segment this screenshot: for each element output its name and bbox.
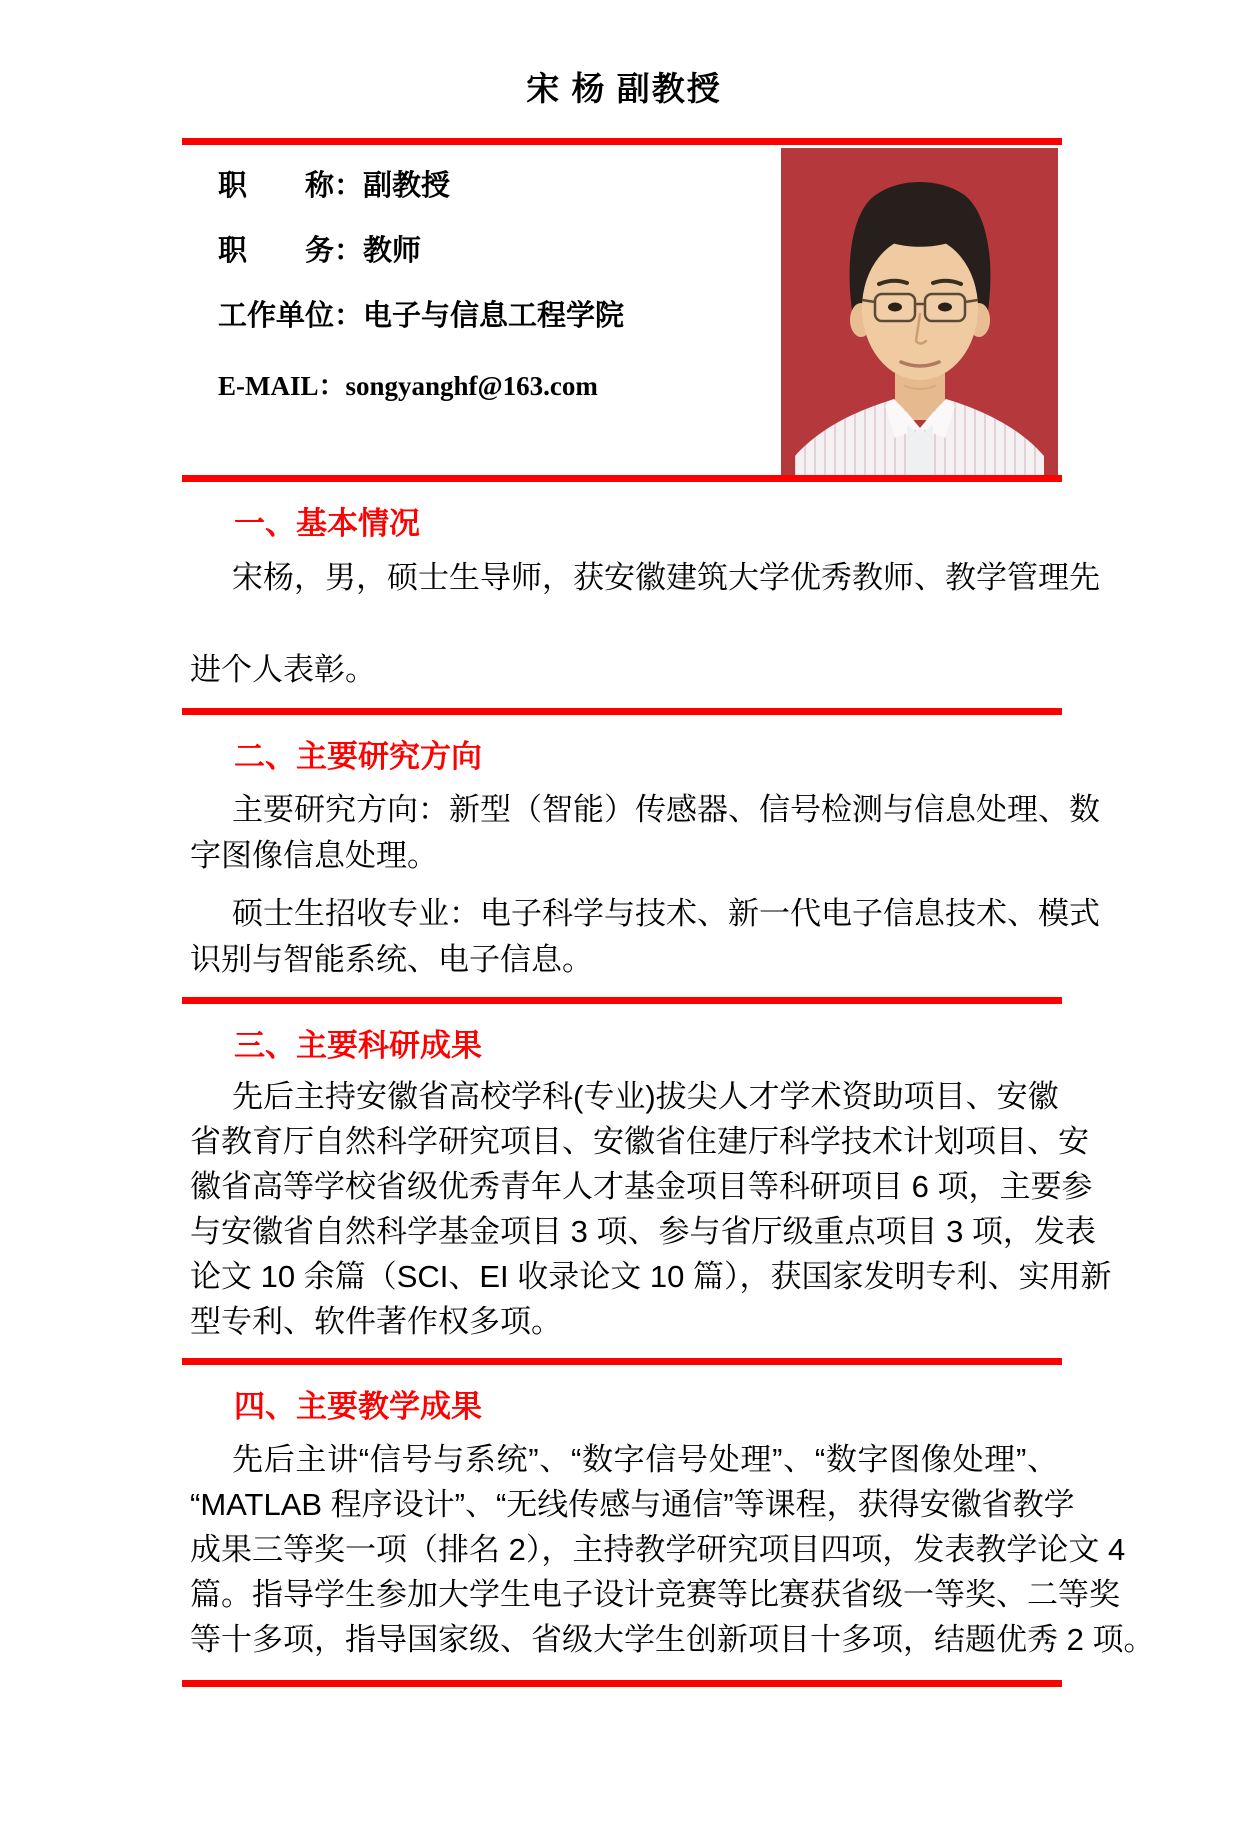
section-rule xyxy=(182,708,1062,715)
email-value: songyanghf@163.com xyxy=(345,371,598,401)
field-value: 电子与信息工程学院 xyxy=(363,300,625,332)
section xyxy=(190,1028,1112,1344)
section-rule xyxy=(182,1358,1062,1365)
profile-field-row xyxy=(218,300,781,332)
section xyxy=(190,506,1100,694)
paragraph-line: 硕士生招收专业：电子科学与技术、新一代电子信息技术、模式 xyxy=(232,896,1100,931)
email-row xyxy=(218,370,781,402)
paragraph-line: 先后主讲“信号与系统”、“数字信号处理”、“数字图像处理”、 xyxy=(232,1442,1058,1477)
paragraph-line: 宋杨，男，硕士生导师，获安徽建筑大学优秀教师、教学管理先 xyxy=(232,560,1100,595)
title-rule xyxy=(182,138,1062,145)
section-paragraph xyxy=(190,554,1100,694)
paragraph-line: 与安徽省自然科学基金项目 3 项、参与省厅级重点项目 3 项，发表 xyxy=(190,1214,1096,1249)
photo-bottom-rule xyxy=(182,475,1062,482)
section-heading: 二、主要研究方向 xyxy=(234,739,482,774)
email-label: E-MAIL： xyxy=(218,371,346,401)
faculty-profile-page xyxy=(190,70,1155,1687)
paragraph-line: 先后主持安徽省高校学科(专业)拔尖人才学术资助项目、安徽 xyxy=(232,1079,1059,1114)
paragraph-line: “MATLAB 程序设计”、“无线传感与通信”等课程，获得安徽省教学 xyxy=(190,1487,1075,1522)
paragraph-line: 主要研究方向：新型（智能）传感器、信号检测与信息处理、数 xyxy=(232,792,1100,827)
field-label: 职 称： xyxy=(218,170,364,202)
paragraph-line: 进个人表彰。 xyxy=(190,652,376,687)
profile-top-block xyxy=(190,148,1058,475)
paragraph-line: 字图像信息处理。 xyxy=(190,838,438,873)
section-heading: 三、主要科研成果 xyxy=(234,1028,482,1063)
section-paragraph xyxy=(190,1437,1155,1662)
profile-field-row xyxy=(218,235,781,267)
section-paragraph xyxy=(190,891,1100,983)
portrait-image xyxy=(781,148,1058,475)
field-label: 职 务： xyxy=(218,235,364,267)
sections xyxy=(190,506,1155,1687)
paragraph-line: 省教育厅自然科学研究项目、安徽省住建厅科学技术计划项目、安 xyxy=(190,1124,1089,1159)
paragraph-line: 识别与智能系统、电子信息。 xyxy=(190,942,593,977)
profile-info xyxy=(190,148,781,475)
paragraph-line: 徽省高等学校省级优秀青年人才基金项目等科研项目 6 项，主要参 xyxy=(190,1169,1093,1204)
field-value: 副教授 xyxy=(363,170,451,202)
paragraph-line: 等十多项，指导国家级、省级大学生创新项目十多项，结题优秀 2 项。 xyxy=(190,1622,1155,1657)
section xyxy=(190,739,1100,983)
section-rule xyxy=(182,997,1062,1004)
paragraph-line: 成果三等奖一项（排名 2），主持教学研究项目四项，发表教学论文 4 xyxy=(190,1532,1126,1567)
profile-photo xyxy=(781,148,1058,475)
section-heading: 四、主要教学成果 xyxy=(234,1389,482,1424)
profile-field-row xyxy=(218,170,781,202)
paragraph-line: 论文 10 余篇（SCI、EI 收录论文 10 篇），获国家发明专利、实用新 xyxy=(190,1259,1112,1294)
paragraph-line: 型专利、软件著作权多项。 xyxy=(190,1304,562,1339)
page-title: 宋 杨 副教授 xyxy=(526,72,722,108)
section-heading: 一、基本情况 xyxy=(234,506,420,541)
section xyxy=(190,1389,1155,1662)
paragraph-line: 篇。指导学生参加大学生电子设计竞赛等比赛获省级一等奖、二等奖 xyxy=(190,1577,1120,1612)
eye-right xyxy=(938,303,952,312)
eye-left xyxy=(888,303,902,312)
section-paragraph xyxy=(190,787,1100,879)
field-value: 教师 xyxy=(363,235,422,267)
final-rule xyxy=(182,1680,1062,1687)
field-label: 工作单位： xyxy=(218,300,364,332)
section-paragraph xyxy=(190,1074,1112,1344)
